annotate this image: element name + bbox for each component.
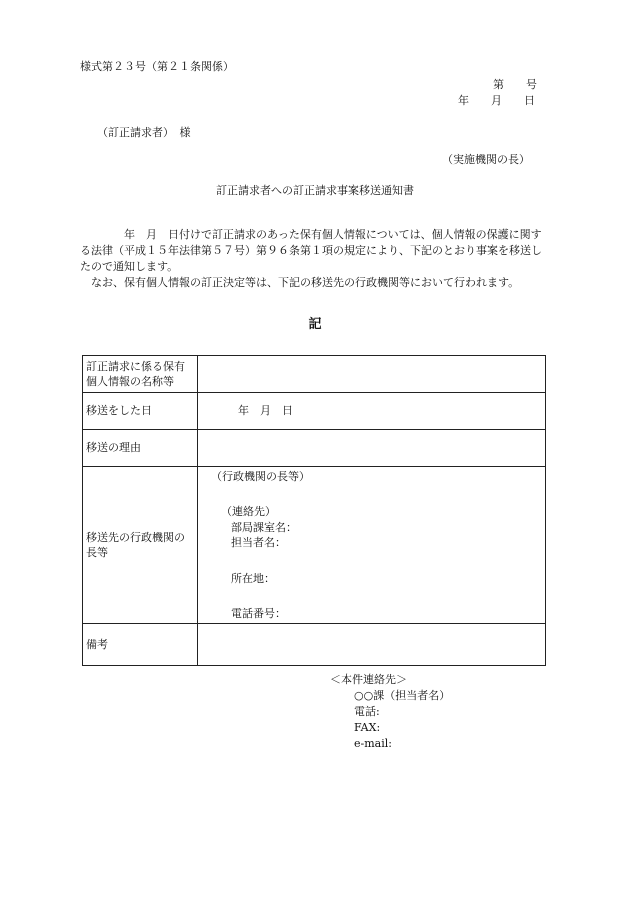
body-paragraph-1: 年 月 日付けで訂正請求のあった保有個人情報については、個人情報の保護に関する法律（平成１５年法律第５７号）第９６条第１項の規定により、下記のとおり事案を移送したので通知します。	[80, 228, 542, 273]
table-row	[83, 393, 546, 430]
contact-block	[330, 672, 450, 752]
details-table	[82, 355, 546, 666]
destination-phone: 電話番号：	[231, 606, 286, 620]
table-value-destination	[198, 467, 546, 624]
destination-dept: 部局課室名：	[231, 520, 297, 534]
table-label-info-name: 訂正請求に係る保有個人情報の名称等	[83, 356, 198, 393]
table-label-destination: 移送先の行政機関の長等	[83, 467, 198, 624]
destination-contact-heading: （連絡先）	[221, 505, 276, 519]
table-value-info-name	[198, 356, 546, 393]
addressee: （訂正請求者） 様	[97, 126, 191, 139]
table-label-transfer-reason: 移送の理由	[83, 430, 198, 467]
contact-email: e-mail:	[354, 736, 392, 750]
table-value-transfer-date: 年 月 日	[198, 393, 546, 430]
document-number: 第 号	[493, 78, 537, 91]
table-label-remarks: 備考	[83, 624, 198, 666]
destination-address: 所在地：	[231, 571, 275, 585]
table-value-transfer-reason	[198, 430, 546, 467]
destination-person: 担当者名：	[231, 536, 286, 550]
contact-heading: ＜本件連絡先＞	[330, 673, 407, 686]
contact-phone: 電話:	[354, 704, 380, 718]
sender: （実施機関の長）	[442, 153, 530, 166]
body-paragraph-2: なお、保有個人情報の訂正決定等は、下記の移送先の行政機関等において行われます。	[80, 275, 520, 289]
contact-section: ○○課（担当者名）	[354, 688, 451, 702]
table-row	[83, 356, 546, 393]
form-number: 様式第２３号（第２１条関係）	[80, 60, 234, 73]
destination-org: （行政機関の長等）	[211, 470, 310, 483]
table-row	[83, 467, 546, 624]
contact-fax: FAX:	[354, 720, 381, 734]
table-row	[83, 624, 546, 666]
ki-heading: 記	[308, 317, 322, 332]
document-title: 訂正請求者への訂正請求事案移送通知書	[216, 184, 414, 197]
body-text	[80, 227, 550, 291]
table-value-remarks	[198, 624, 546, 666]
table-label-transfer-date: 移送をした日	[83, 393, 198, 430]
document-date: 年 月 日	[458, 94, 535, 107]
table-row	[83, 430, 546, 467]
